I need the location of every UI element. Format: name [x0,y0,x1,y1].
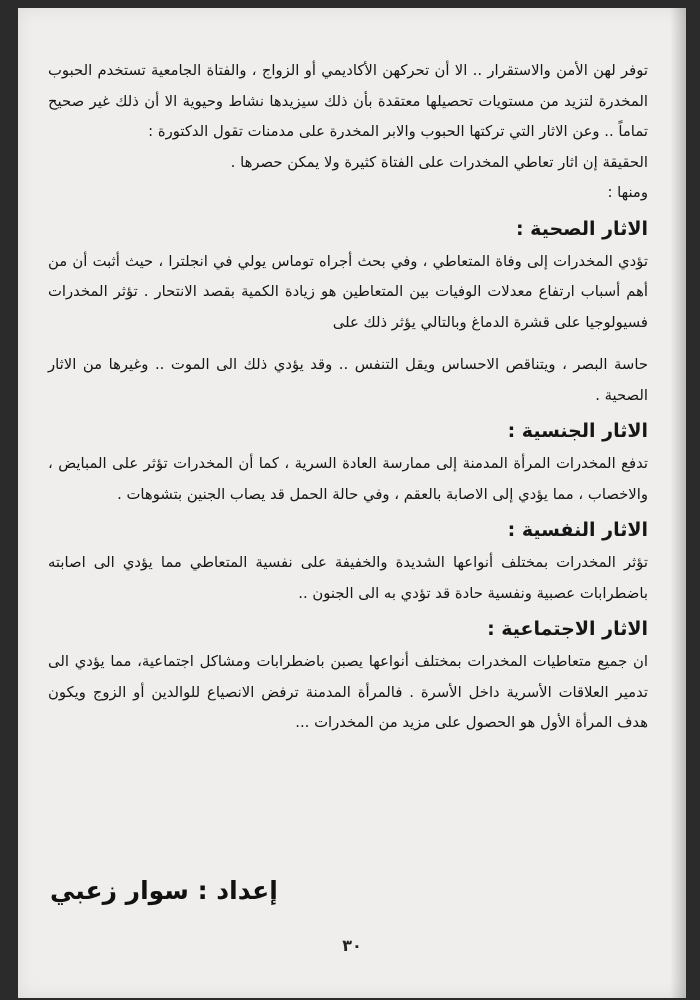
sexual-effects-paragraph: تدفع المخدرات المرأة المدمنة إلى ممارسة العادة السرية ، كما أن المخدرات تؤثر على المبايض ، والاخصاب ، مما يؤدي إلى الاصابة بالعقم ، وفي حالة الحمل قد يصاب الجنين بتشوهات . [48,455,648,503]
heading-psychological-effects: الاثار النفسية : [507,519,648,541]
intro-paragraph-2: الحقيقة إن اثار تعاطي المخدرات على الفتاة كثيرة ولا يمكن حصرها . [230,153,648,171]
page-number: ٣٠ [342,936,362,955]
author-signature: إعداد : سوار زعبي [50,876,278,905]
paragraph-gap [48,338,648,350]
book-page [18,8,686,998]
heading-sexual-effects: الاثار الجنسية : [507,420,648,442]
health-effects-paragraph-1: تؤدي المخدرات إلى وفاة المتعاطي ، وفي بحث أجراه توماس يولي في انجلترا ، حيث أثبت أن من أهم أسباب ارتفاع معدلات الوفيات بين المتعاطين هو زيادة الكمية بقصد الانتحار . تؤثر المخدرات فسيولوجيا على قشرة الدماغ وبالتالي يؤثر ذلك على [48,252,648,331]
social-effects-paragraph: ان جميع متعاطيات المخدرات بمختلف أنواعها يصبن باضطرابات ومشاكل اجتماعية، مما يؤدي الى تدمير العلاقات الأسرية داخل الأسرة . فالمرأة المدمنة ترفض الانصياع للوالدين أو الزوج ويكون هدف المرأة الأول هو الحصول على مزيد من المخدرات ... [48,653,648,731]
psychological-effects-paragraph: تؤثر المخدرات بمختلف أنواعها الشديدة والخفيفة على نفسية المتعاطي مما يؤدي الى اصابته باضطرابات عصبية ونفسية حادة قد تؤدي به الى الجنون .. [48,554,648,602]
article-body [48,56,648,739]
health-effects-paragraph-2: حاسة البصر ، ويتناقص الاحساس ويقل التنفس .. وقد يؤدي ذلك الى الموت .. وغيرها من الاثار الصحية . [48,356,648,404]
intro-paragraph-3: ومنها : [607,184,648,201]
intro-paragraph-1: توفر لهن الأمن والاستقرار .. الا أن تحركهن الأكاديمي أو الزواج ، والفتاة الجامعية تستخدم الحبوب المخدرة لتزيد من مستويات تحصيلها معتقدة بأن ذلك سيزيدها نشاط وحيوية الا أن ذلك غير صحيح تماماً .. وعن الاثار التي تركتها الحبوب والابر المخدرة على مدمنات تقول الدكتورة : [48,62,648,140]
heading-social-effects: الاثار الاجتماعية : [487,618,648,640]
spine-shadow [670,8,686,998]
heading-health-effects: الاثار الصحية : [515,217,648,240]
